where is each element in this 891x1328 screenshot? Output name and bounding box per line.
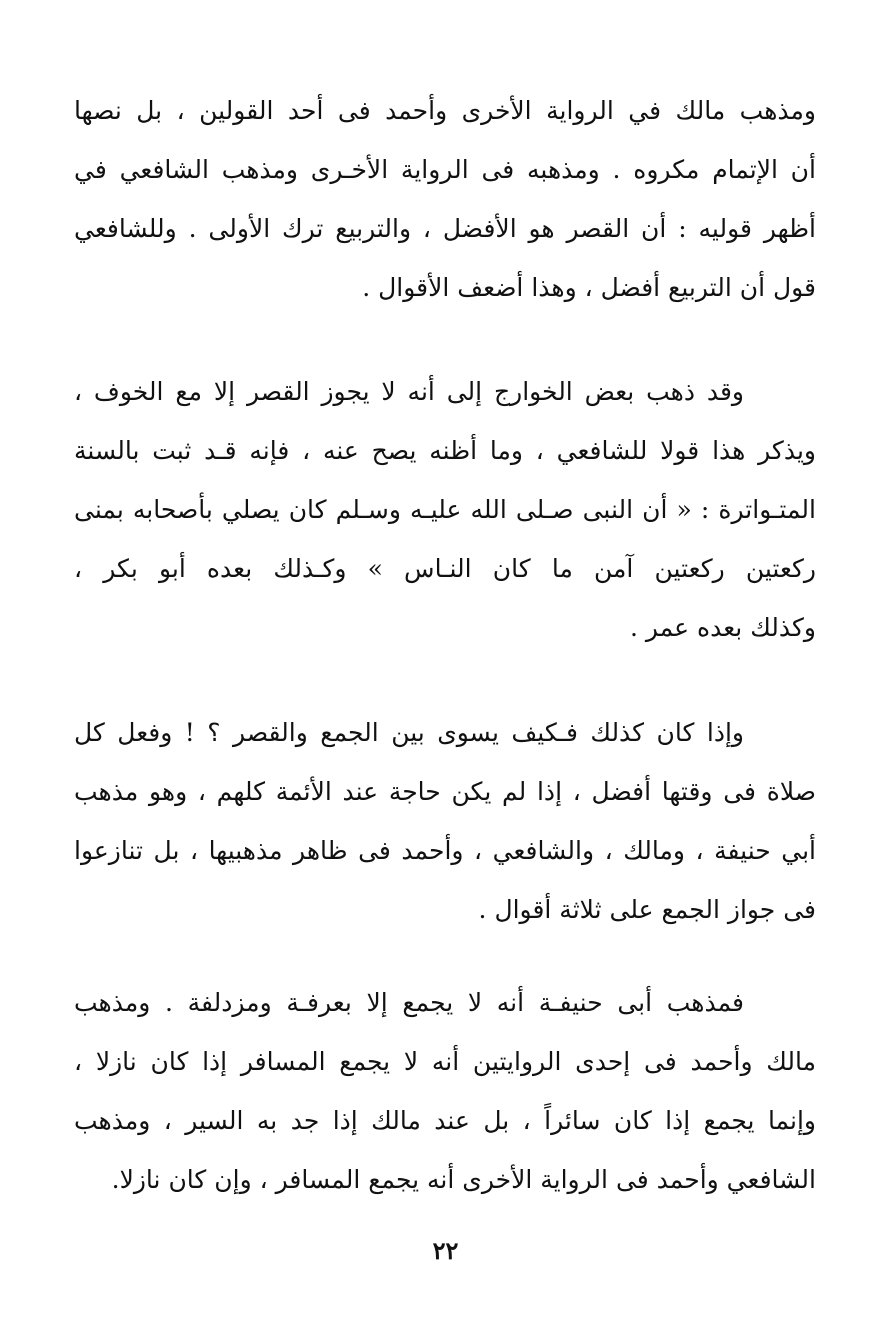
text-line: فى جواز الجمع على ثلاثة أقوال . (478, 895, 816, 924)
text-line: فمذهب أبى حنيفـة أنه لا يجمع إلا بعرفـة ومزدلفة . ومذهب (74, 988, 744, 1017)
paragraph-1 (74, 81, 816, 317)
text-line: المتـواترة : « أن النبى صـلى الله عليـه وسـلم كان يصلي بأصحابه بمنى (74, 495, 816, 524)
text-line: صلاة فى وقتها أفضل ، إذا لم يكن حاجة عند الأئمة كلهم ، وهو مذهب (74, 777, 816, 806)
text-line: أظهر قوليه : أن القصر هو الأفضل ، والتربيع ترك الأولى . وللشافعي (74, 214, 816, 243)
text-line: وإنما يجمع إذا كان سائراً ، بل عند مالك إذا جد به السير ، ومذهب (74, 1106, 816, 1135)
paragraph-2 (74, 362, 816, 657)
text-line: قول أن التربيع أفضل ، وهذا أضعف الأقوال . (362, 273, 816, 302)
text-line: وكذلك بعده عمر . (630, 613, 816, 642)
text-line: أبي حنيفة ، ومالك ، والشافعي ، وأحمد فى ظاهر مذهبيها ، بل تنازعوا (74, 836, 816, 865)
paragraph-4 (74, 973, 816, 1209)
page-number: ٢٢ (432, 1236, 459, 1265)
text-line: ومذهب مالك في الرواية الأخرى وأحمد فى أحد القولين ، بل نصها (74, 96, 816, 125)
text-line: ركعتين ركعتين آمن ما كان النـاس » وكـذلك بعده أبو بكر ، (74, 554, 816, 583)
text-line: وإذا كان كذلك فـكيف يسوى بين الجمع والقصر ؟ ! وفعل كل (74, 718, 744, 747)
text-line: وقد ذهب بعض الخوارج إلى أنه لا يجوز القصر إلا مع الخوف ، (74, 377, 744, 406)
paragraph-3 (74, 703, 816, 939)
text-line: أن الإتمام مكروه . ومذهبه فى الرواية الأخـرى ومذهب الشافعي في (74, 155, 816, 184)
text-line: ويذكر هذا قولا للشافعي ، وما أظنه يصح عنه ، فإنه قـد ثبت بالسنة (74, 436, 816, 465)
text-line: مالك وأحمد فى إحدى الروايتين أنه لا يجمع المسافر إذا كان نازلا ، (74, 1047, 816, 1076)
text-line: الشافعي وأحمد فى الرواية الأخرى أنه يجمع المسافر ، وإن كان نازلا. (111, 1165, 816, 1194)
